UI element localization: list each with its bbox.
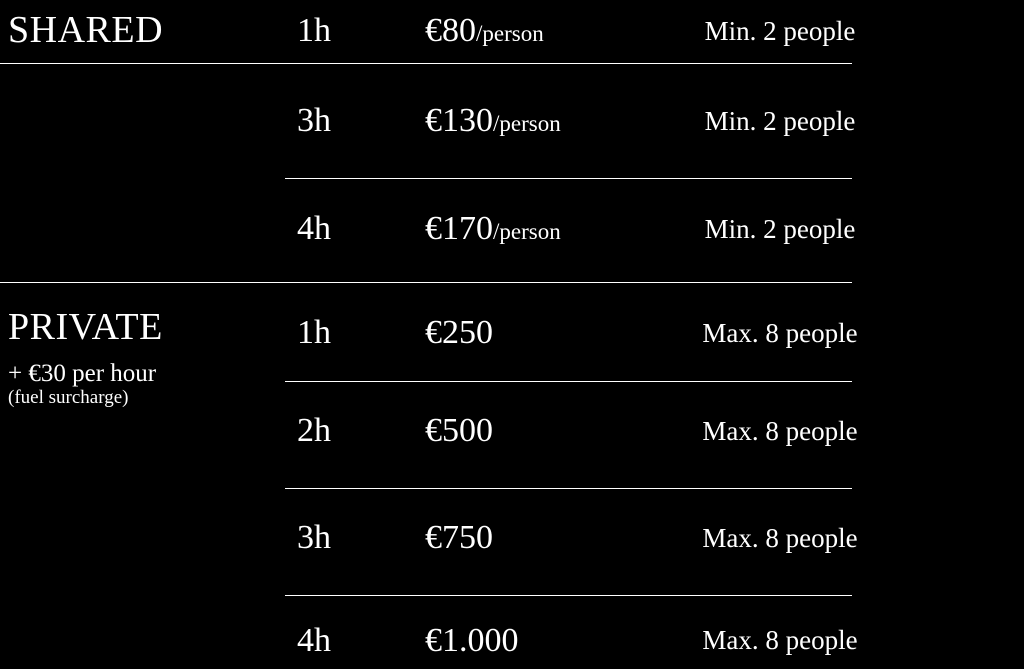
price-cell xyxy=(415,622,615,660)
category-title-shared: SHARED xyxy=(8,9,164,52)
duration-value: 3h xyxy=(297,519,331,556)
table-row xyxy=(0,398,1024,464)
duration-cell xyxy=(285,210,415,248)
price-cell xyxy=(415,102,615,140)
duration-cell xyxy=(285,102,415,140)
duration-cell xyxy=(285,519,415,557)
price-cell xyxy=(415,12,615,50)
capacity-cell xyxy=(615,416,945,447)
price-value xyxy=(425,12,544,49)
capacity-cell xyxy=(615,16,945,47)
capacity-value: Max. 8 people xyxy=(702,625,858,655)
price-amount: €170 xyxy=(425,210,493,247)
capacity-value: Max. 8 people xyxy=(702,317,858,348)
duration-value: 1h xyxy=(297,12,331,49)
divider-short xyxy=(285,488,852,489)
divider-full xyxy=(0,63,852,64)
capacity-cell xyxy=(615,318,945,349)
capacity-cell xyxy=(615,625,945,656)
duration-cell xyxy=(285,622,415,660)
table-row xyxy=(0,88,1024,154)
price-amount: €130 xyxy=(425,102,493,139)
price-cell xyxy=(415,519,615,557)
price-amount: €250 xyxy=(425,314,493,351)
duration-cell xyxy=(285,314,415,352)
price-cell xyxy=(415,210,615,248)
capacity-value: Min. 2 people xyxy=(704,15,856,46)
price-value xyxy=(425,314,493,351)
category-surcharge: + €30 per hour xyxy=(8,359,157,387)
capacity-value: Min. 2 people xyxy=(704,213,856,244)
price-suffix: /person xyxy=(493,219,561,244)
price-value xyxy=(425,102,561,139)
price-amount: €750 xyxy=(425,519,493,556)
price-amount: €80 xyxy=(425,12,476,49)
price-value xyxy=(425,519,493,556)
price-suffix: /person xyxy=(476,21,544,46)
price-cell xyxy=(415,314,615,352)
price-cell xyxy=(415,412,615,450)
category-title-private: PRIVATE xyxy=(8,306,163,348)
table-row xyxy=(0,300,1024,366)
price-value xyxy=(425,210,561,247)
capacity-value: Max. 8 people xyxy=(702,522,858,553)
price-amount: €1.000 xyxy=(425,621,519,659)
divider-short xyxy=(285,178,852,179)
price-suffix: /person xyxy=(493,111,561,136)
capacity-cell xyxy=(615,523,945,554)
duration-value: 4h xyxy=(297,621,331,659)
category-cell-shared xyxy=(0,11,285,51)
table-row xyxy=(0,612,1024,669)
capacity-cell xyxy=(615,106,945,137)
duration-cell xyxy=(285,412,415,450)
price-amount: €500 xyxy=(425,412,493,449)
duration-cell xyxy=(285,12,415,50)
duration-value: 4h xyxy=(297,210,331,247)
table-row xyxy=(0,0,1024,62)
capacity-value: Max. 8 people xyxy=(702,415,858,446)
divider-full xyxy=(0,282,852,283)
table-row xyxy=(0,196,1024,262)
duration-value: 1h xyxy=(297,314,331,351)
table-row xyxy=(0,505,1024,571)
duration-value: 2h xyxy=(297,412,331,449)
divider-short xyxy=(285,595,852,596)
price-value xyxy=(425,412,493,449)
price-value xyxy=(425,622,519,659)
capacity-value: Min. 2 people xyxy=(704,105,856,136)
divider-short xyxy=(285,381,852,382)
capacity-cell xyxy=(615,214,945,245)
category-surcharge-note: (fuel surcharge) xyxy=(8,387,129,409)
duration-value: 3h xyxy=(297,102,331,139)
